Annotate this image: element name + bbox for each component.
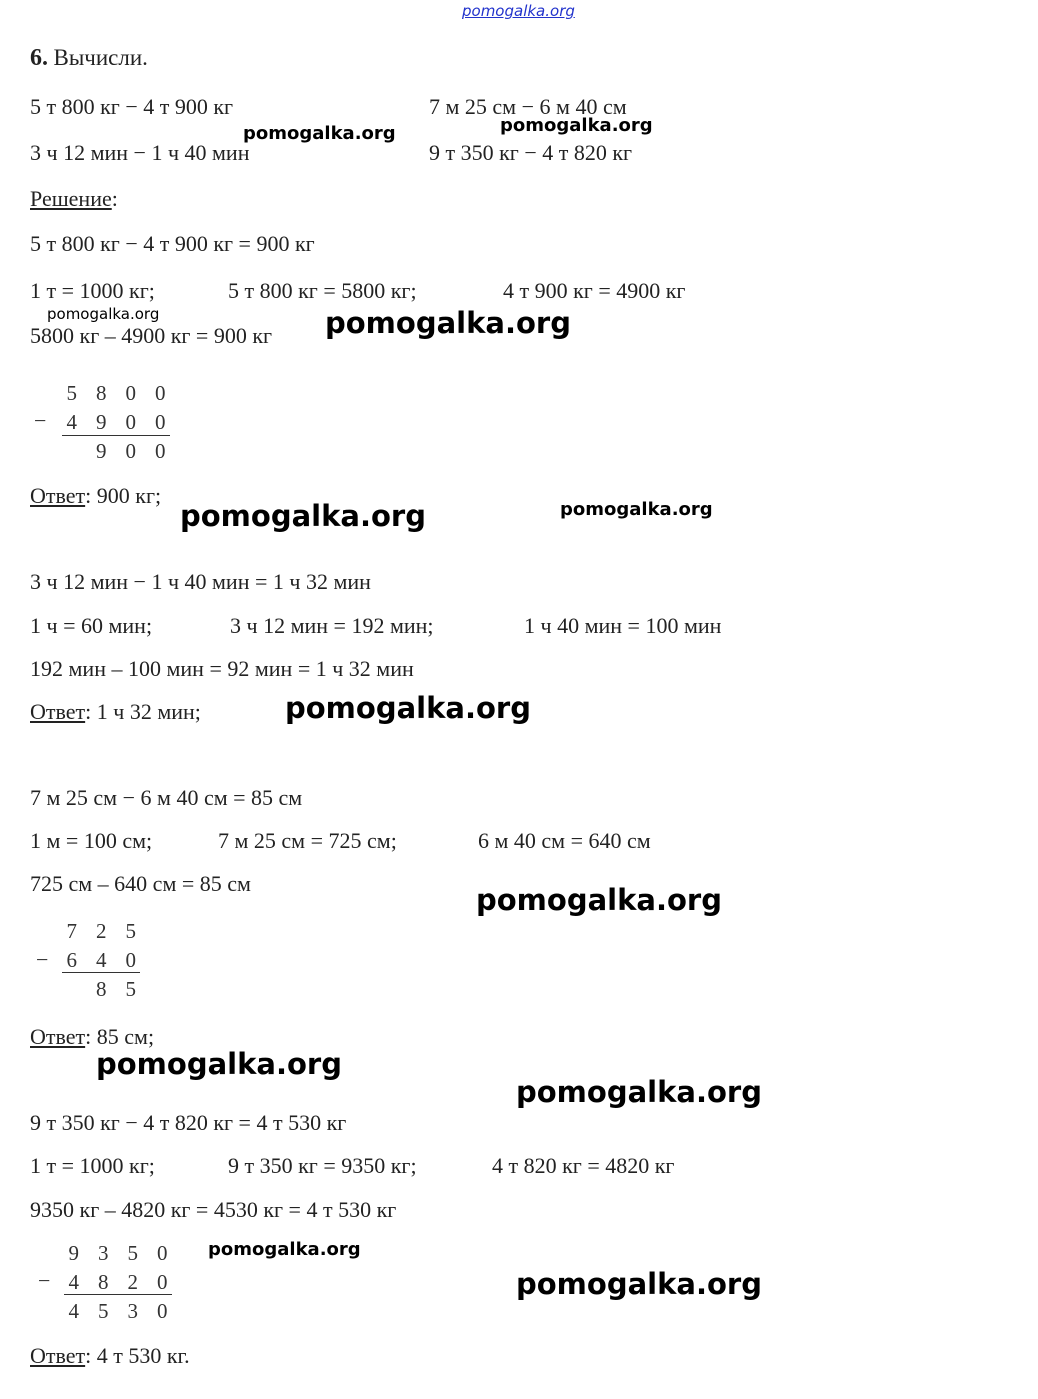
part3-answer: Ответ: 85 см; <box>30 1024 155 1049</box>
part4-answer: Ответ: 4 т 530 кг. <box>30 1343 190 1368</box>
part1-minus-sign: − <box>34 408 47 433</box>
part3-conversion-1: 1 м = 100 см; <box>30 828 153 853</box>
solution-heading: Решение: <box>30 186 118 211</box>
part2-conversion-3: 1 ч 40 мин = 100 мин <box>524 613 722 638</box>
part1-calculation: 5800 кг – 4900 кг = 900 кг <box>30 323 273 348</box>
site-header-link[interactable]: pomogalka.org <box>462 2 575 20</box>
part2-answer: Ответ: 1 ч 32 мин; <box>30 699 201 724</box>
part3-column-top: 7 2 5 <box>66 919 136 943</box>
part2-equation: 3 ч 12 мин − 1 ч 40 мин = 1 ч 32 мин <box>30 569 371 594</box>
watermark: pomogalka.org <box>243 123 396 144</box>
watermark: pomogalka.org <box>285 691 531 725</box>
part3-calculation: 725 см – 640 см = 85 см <box>30 871 251 896</box>
task-expression-1: 5 т 800 кг − 4 т 900 кг <box>30 94 234 119</box>
watermark: pomogalka.org <box>208 1239 361 1260</box>
watermark: pomogalka.org <box>47 305 160 323</box>
part2-conversion-2: 3 ч 12 мин = 192 мин; <box>230 613 434 638</box>
part1-column-line <box>62 435 170 436</box>
task-expression-3: 3 ч 12 мин − 1 ч 40 мин <box>30 140 250 165</box>
part4-equation: 9 т 350 кг − 4 т 820 кг = 4 т 530 кг <box>30 1110 347 1135</box>
part1-equation: 5 т 800 кг − 4 т 900 кг = 900 кг <box>30 231 315 256</box>
part3-minus-sign: − <box>36 947 49 972</box>
part4-column-result: 4 5 3 0 <box>68 1299 168 1323</box>
part4-conversion-3: 4 т 820 кг = 4820 кг <box>492 1153 675 1178</box>
part4-column-bottom: 4 8 2 0 <box>68 1270 168 1294</box>
part1-column-top: 5 8 0 0 <box>66 381 166 405</box>
part4-column-top: 9 3 5 0 <box>68 1241 168 1265</box>
part4-calculation: 9350 кг – 4820 кг = 4530 кг = 4 т 530 кг <box>30 1197 397 1222</box>
part1-answer: Ответ: 900 кг; <box>30 483 162 508</box>
part1-conversion-1: 1 т = 1000 кг; <box>30 278 155 303</box>
part4-column-line <box>64 1294 172 1295</box>
part4-conversion-2: 9 т 350 кг = 9350 кг; <box>228 1153 417 1178</box>
part3-conversion-3: 6 м 40 см = 640 см <box>478 828 651 853</box>
task-number: 6. <box>30 45 48 71</box>
part3-column-line <box>62 972 140 973</box>
part4-minus-sign: − <box>38 1268 51 1293</box>
part2-conversion-1: 1 ч = 60 мин; <box>30 613 153 638</box>
part3-equation: 7 м 25 см − 6 м 40 см = 85 см <box>30 785 303 810</box>
part3-column-result: 8 5 <box>96 977 136 1001</box>
part3-column-bottom: 6 4 0 <box>66 948 136 972</box>
part1-column-bottom: 4 9 0 0 <box>66 410 166 434</box>
watermark: pomogalka.org <box>180 499 426 533</box>
watermark: pomogalka.org <box>476 883 722 917</box>
part2-calculation: 192 мин – 100 мин = 92 мин = 1 ч 32 мин <box>30 656 414 681</box>
part1-conversion-3: 4 т 900 кг = 4900 кг <box>503 278 686 303</box>
watermark: pomogalka.org <box>560 499 713 520</box>
part3-conversion-2: 7 м 25 см = 725 см; <box>218 828 397 853</box>
task-expression-2: 7 м 25 см − 6 м 40 см <box>429 94 627 119</box>
watermark: pomogalka.org <box>500 115 653 136</box>
part1-conversion-2: 5 т 800 кг = 5800 кг; <box>228 278 417 303</box>
task-heading <box>30 46 148 70</box>
part1-column-result: 9 0 0 <box>96 439 166 463</box>
watermark: pomogalka.org <box>516 1267 762 1301</box>
watermark: pomogalka.org <box>325 306 571 340</box>
task-expression-4: 9 т 350 кг − 4 т 820 кг <box>429 140 633 165</box>
task-title: Вычисли. <box>53 45 148 70</box>
watermark: pomogalka.org <box>96 1047 342 1081</box>
part4-conversion-1: 1 т = 1000 кг; <box>30 1153 155 1178</box>
watermark: pomogalka.org <box>516 1075 762 1109</box>
